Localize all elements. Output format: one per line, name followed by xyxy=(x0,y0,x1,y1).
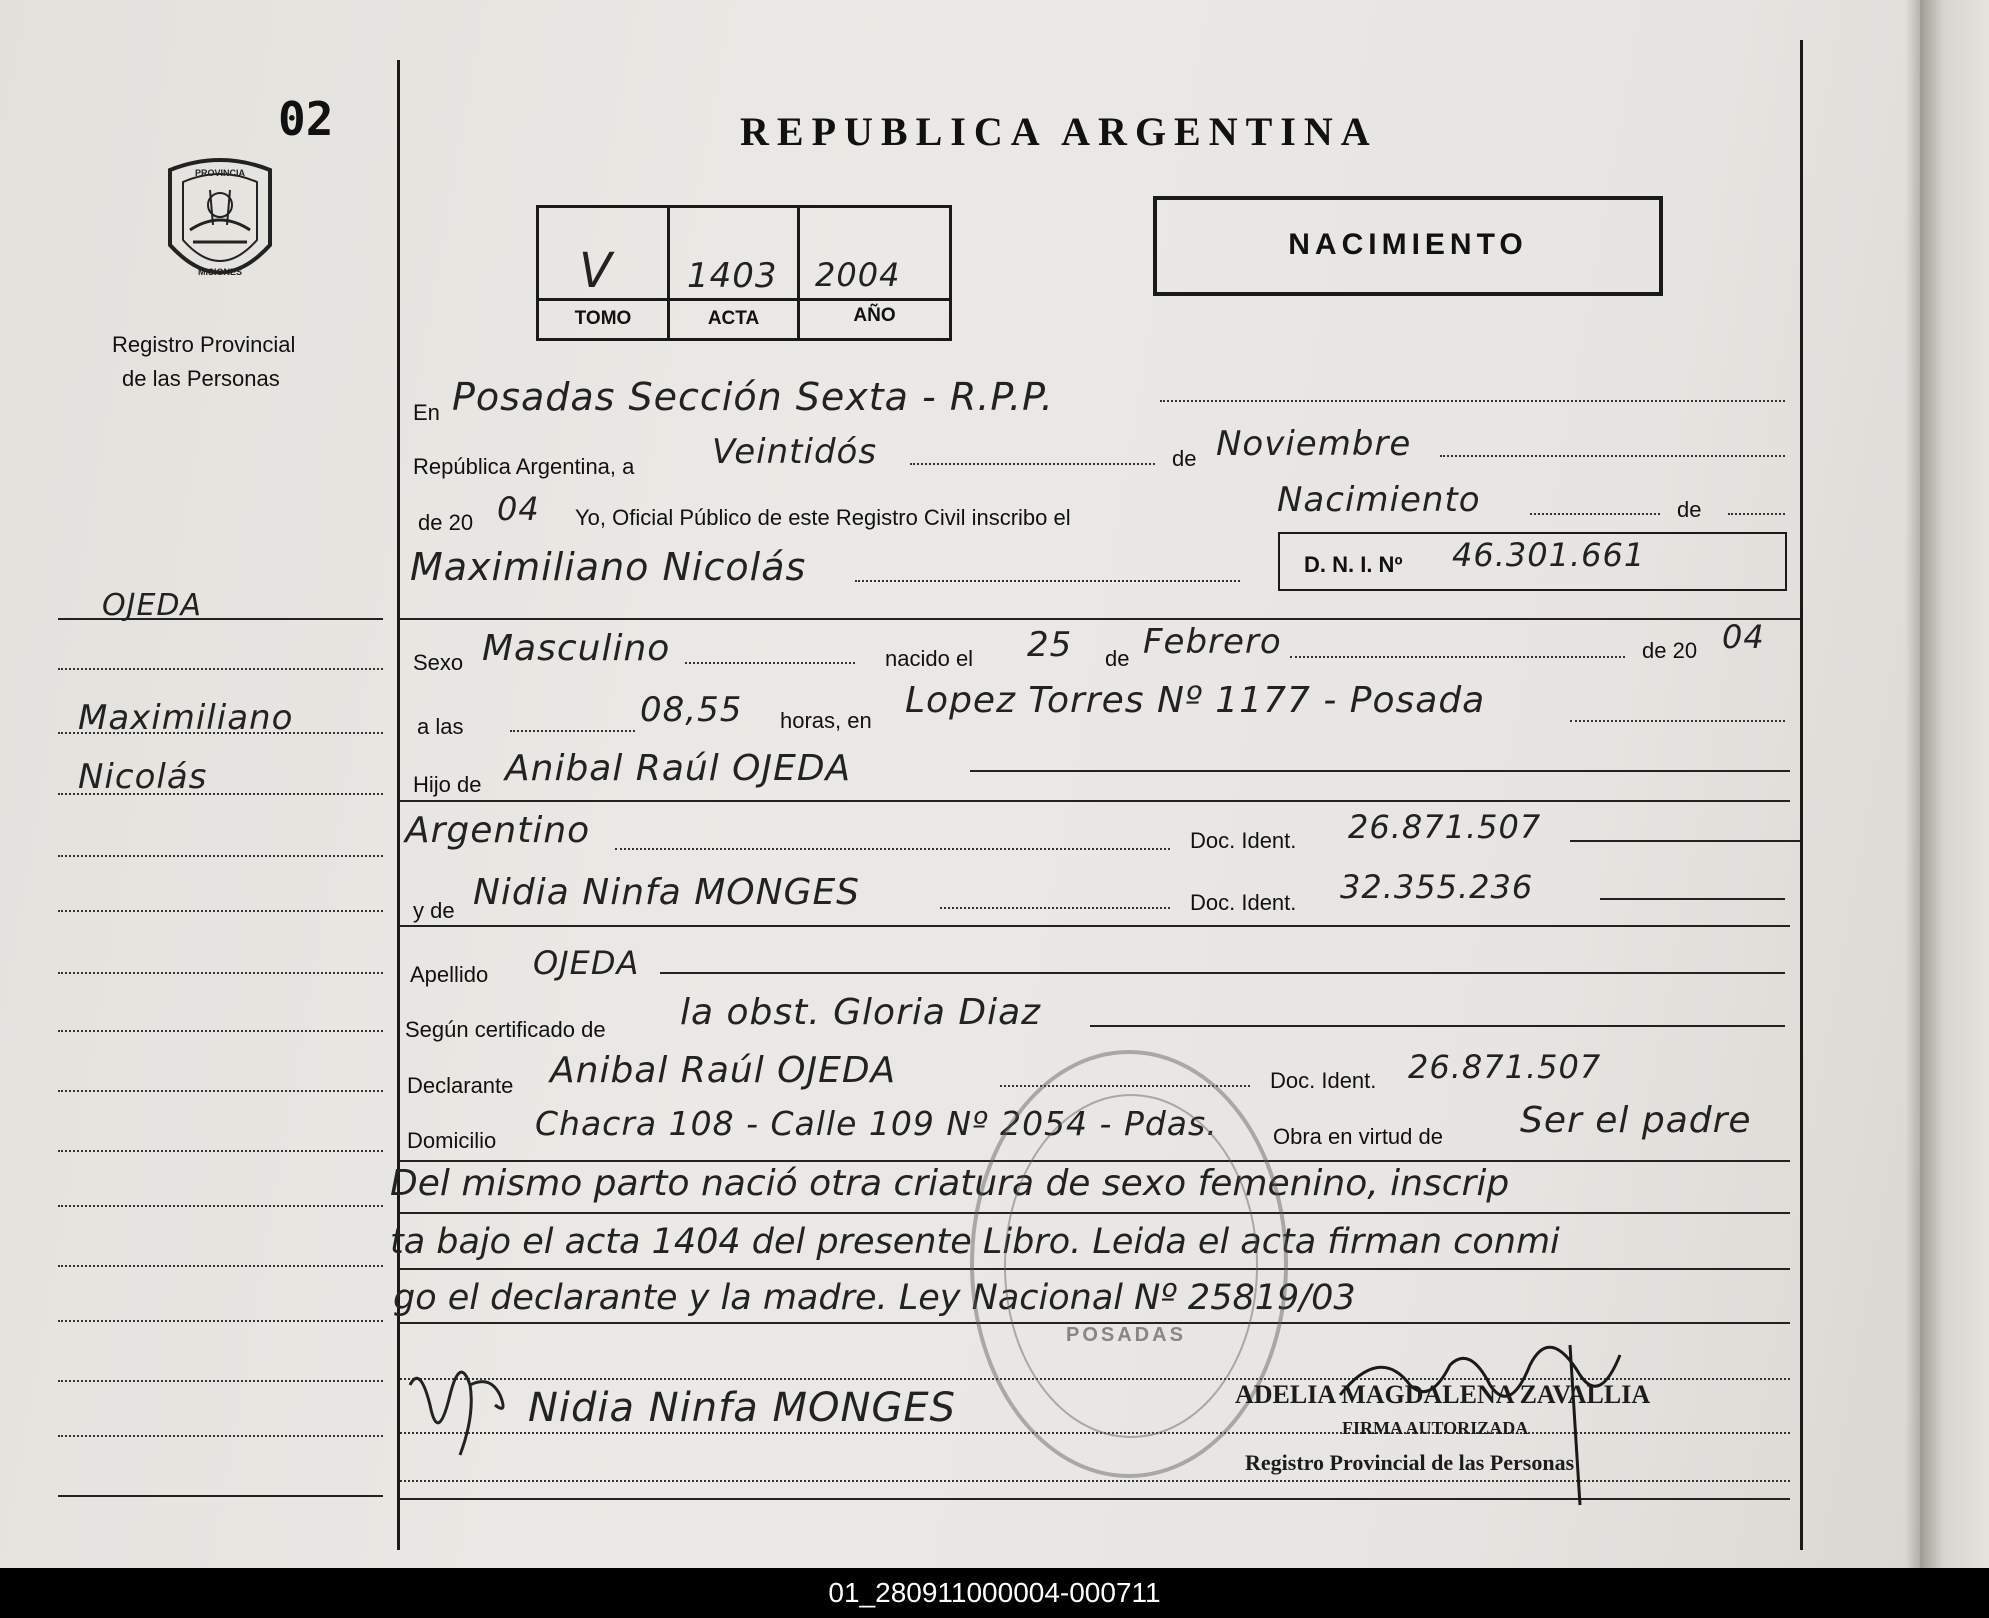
record-type: NACIMIENTO xyxy=(1288,228,1528,261)
margin-rule xyxy=(58,1435,383,1437)
declarant-value: Anibal Raúl OJEDA xyxy=(550,1050,897,1091)
note-line-2: ta bajo el acta 1404 del presente Libro. Leida el acta firman conmi xyxy=(390,1222,1560,1262)
address-value: Chacra 108 - Calle 109 Nº 2054 - Pdas. xyxy=(535,1104,1218,1143)
de-label: de xyxy=(1172,446,1197,471)
official-stamp xyxy=(970,1050,1288,1478)
margin-rule xyxy=(58,1150,383,1152)
form-rule xyxy=(510,730,635,732)
place-value: Posadas Sección Sexta - R.P.P. xyxy=(452,375,1054,419)
left-margin-rule xyxy=(397,60,400,1550)
segun-label: Según certificado de xyxy=(405,1017,606,1042)
form-rule xyxy=(400,800,1790,802)
margin-rule xyxy=(58,793,383,795)
form-rule xyxy=(1090,1025,1785,1027)
declarante-label: Declarante xyxy=(407,1073,514,1098)
birth-day-value: 25 xyxy=(1027,625,1073,665)
margin-rule xyxy=(58,972,383,974)
record-type-box xyxy=(1153,196,1663,296)
mother-doc-label: Doc. Ident. xyxy=(1190,890,1297,915)
provincial-seal xyxy=(155,150,285,300)
margin-rule xyxy=(58,1380,383,1382)
year-value: 04 xyxy=(497,490,540,528)
sexo-value: Masculino xyxy=(482,628,671,669)
yde-label: y de xyxy=(413,898,455,923)
alas-label: a las xyxy=(417,714,464,739)
birth-hour-value: 08,55 xyxy=(640,690,743,730)
margin-rule xyxy=(58,1205,383,1207)
tomo-label: TOMO xyxy=(574,308,632,329)
anio-label: AÑO xyxy=(853,305,896,326)
image-id-footer: 01_280911000004-000711 xyxy=(0,1568,1989,1618)
official-role: FIRMA AUTORIZADA xyxy=(1342,1418,1529,1438)
note-line-1: Del mismo parto nació otra criatura de sexo femenino, inscrip xyxy=(390,1163,1510,1204)
father-value: Anibal Raúl OJEDA xyxy=(505,748,852,789)
adjacent-page-edge xyxy=(1920,0,1989,1568)
oficial-text: Yo, Oficial Público de este Registro Civil inscribo el xyxy=(575,505,1071,530)
margin-rule xyxy=(58,910,383,912)
mother-signature: Nidia Ninfa MONGES xyxy=(528,1385,957,1431)
domicilio-label: Domicilio xyxy=(407,1128,497,1153)
birth-year-prefix: de 20 xyxy=(1642,638,1698,663)
hijo-label: Hijo de xyxy=(413,772,482,797)
margin-surname: OJEDA xyxy=(102,588,203,623)
official-office: Registro Provincial de las Personas xyxy=(1245,1450,1575,1475)
country-title: REPUBLICA ARGENTINA xyxy=(740,109,1378,154)
form-rule xyxy=(660,972,1785,974)
dni-value: 46.301.661 xyxy=(1452,536,1646,574)
declarant-doc-label: Doc. Ident. xyxy=(1270,1068,1377,1093)
nacido-de-label: de xyxy=(1105,646,1130,671)
father-doc-label: Doc. Ident. xyxy=(1190,828,1297,853)
form-rule xyxy=(1728,513,1785,515)
sexo-label: Sexo xyxy=(413,650,464,675)
form-rule xyxy=(970,770,1790,772)
form-rule xyxy=(855,580,1240,582)
margin-rule xyxy=(58,855,383,857)
margin-rule xyxy=(58,618,383,620)
declarant-signature xyxy=(400,1345,530,1465)
apellido-label: Apellido xyxy=(410,962,489,987)
mother-doc-value: 32.355.236 xyxy=(1340,868,1534,906)
stamp-city: POSADAS xyxy=(1066,1324,1186,1346)
note-line-3: go el declarante y la madre. Ley Nacional Nº 25819/03 xyxy=(393,1278,1356,1318)
margin-rule xyxy=(58,1265,383,1267)
margin-given-1: Maximiliano xyxy=(78,698,294,738)
form-rule xyxy=(400,925,1790,927)
en-label: En xyxy=(413,400,440,425)
de-label-2: de xyxy=(1677,497,1702,522)
form-rule xyxy=(1290,656,1625,658)
birth-month-value: Febrero xyxy=(1143,622,1282,662)
form-rule xyxy=(940,907,1170,909)
declarant-doc-value: 26.871.507 xyxy=(1408,1048,1602,1086)
mother-value: Nidia Ninfa MONGES xyxy=(473,872,861,913)
svg-text:MISIONES: MISIONES xyxy=(197,267,243,277)
margin-given-2: Nicolás xyxy=(78,757,208,797)
form-rule xyxy=(1570,840,1800,842)
registry-line-2: de las Personas xyxy=(122,366,280,391)
official-name: ADELIA MAGDALENA ZAVALLIA xyxy=(1235,1380,1651,1409)
acta-value: 1403 xyxy=(687,256,778,296)
registry-line-1: Registro Provincial xyxy=(112,332,296,357)
acta-label: ACTA xyxy=(707,308,760,329)
form-rule xyxy=(1160,400,1785,402)
margin-rule xyxy=(58,668,383,670)
form-rule xyxy=(1530,513,1660,515)
tomo-value: V xyxy=(579,243,613,299)
father-nationality: Argentino xyxy=(405,810,591,851)
republica-label: República Argentina, a xyxy=(413,454,635,479)
section-rule xyxy=(400,618,1800,620)
child-name-value: Maximiliano Nicolás xyxy=(410,545,807,589)
day-value: Veintidós xyxy=(712,432,878,472)
dni-label: D. N. I. Nº xyxy=(1304,552,1403,577)
margin-rule xyxy=(58,732,383,734)
dni-box xyxy=(1278,532,1787,591)
birth-year-value: 04 xyxy=(1722,618,1765,656)
right-margin-rule xyxy=(1800,40,1803,1550)
horas-label: horas, en xyxy=(780,708,872,733)
surname-value: OJEDA xyxy=(533,944,640,982)
official-signature xyxy=(1320,1305,1650,1515)
margin-rule xyxy=(58,1495,383,1497)
form-rule xyxy=(910,463,1155,465)
form-rule xyxy=(685,662,855,664)
svg-text:PROVINCIA: PROVINCIA xyxy=(194,168,246,178)
margin-rule xyxy=(58,1030,383,1032)
record-number-box xyxy=(536,205,952,341)
month-value: Noviembre xyxy=(1216,424,1412,464)
anio-value: 2004 xyxy=(815,256,901,294)
birth-place-value: Lopez Torres Nº 1177 - Posada xyxy=(905,680,1486,721)
form-rule xyxy=(1440,455,1785,457)
year-prefix: de 20 xyxy=(418,510,474,535)
form-rule xyxy=(1600,898,1785,900)
page-number: 02 xyxy=(278,92,334,146)
obra-label: Obra en virtud de xyxy=(1273,1124,1443,1149)
father-doc-value: 26.871.507 xyxy=(1348,808,1542,846)
margin-rule xyxy=(58,1090,383,1092)
capacity-value: Ser el padre xyxy=(1520,1100,1752,1141)
certifier-value: la obst. Gloria Diaz xyxy=(680,992,1042,1033)
form-rule xyxy=(615,848,1170,850)
act-type-value: Nacimiento xyxy=(1277,480,1481,520)
nacido-label: nacido el xyxy=(885,646,974,671)
form-rule xyxy=(1570,720,1785,722)
margin-rule xyxy=(58,1320,383,1322)
